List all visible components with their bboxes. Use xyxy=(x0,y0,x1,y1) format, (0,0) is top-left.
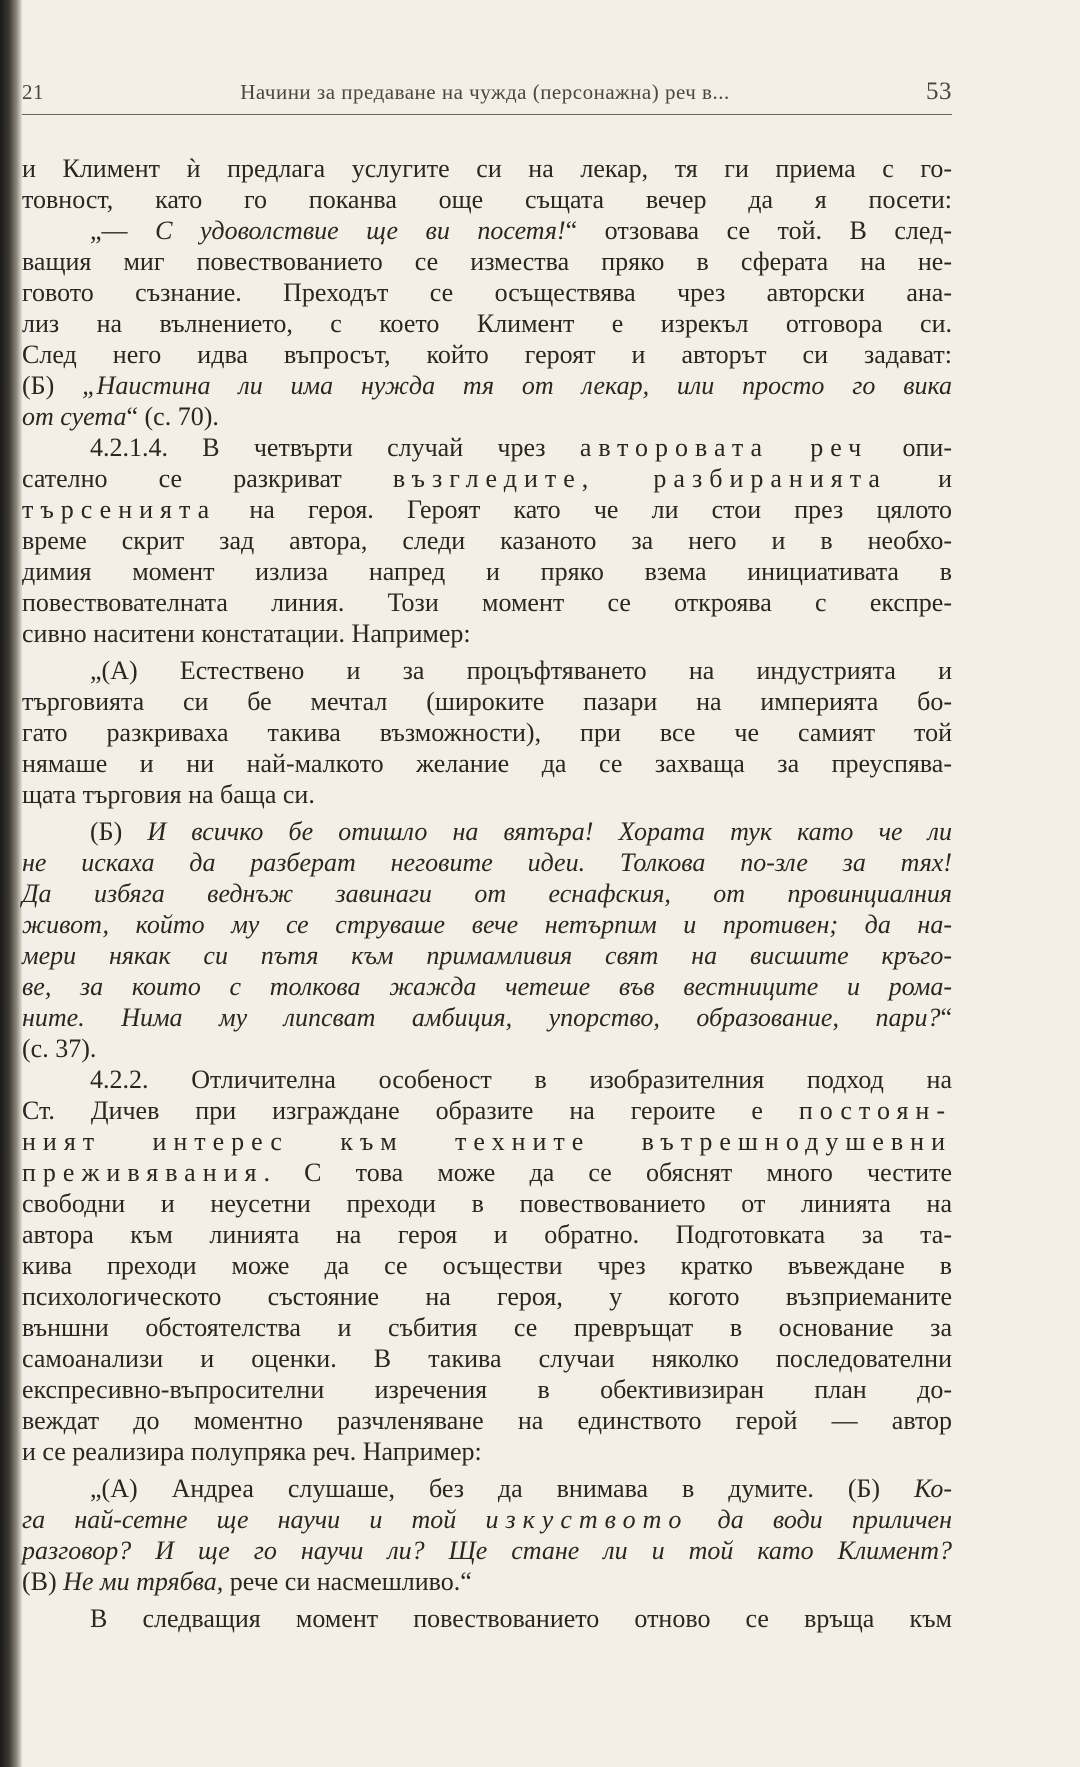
quote-line: (с. 37). xyxy=(22,1034,97,1063)
quote-line: га най-сетне ще научи и той изкуството да води приличен xyxy=(22,1505,952,1534)
text-line: външни обстоятелства и събития се превръщат в основание за xyxy=(22,1313,952,1342)
running-title: Начини за предаване на чужда (персонажна) реч в... xyxy=(240,80,730,104)
text-line: веждат до моментно разчленяване на единството герой — автор xyxy=(22,1406,952,1435)
page-number: 53 xyxy=(925,78,952,105)
quote-line: „(А) Андреа слушаше, без да внимава в думите. (Б) Ко- xyxy=(90,1474,952,1503)
book-page xyxy=(22,78,952,1634)
quote-line: ните. Нима му липсват амбиция, упорство, образование, пари?“ xyxy=(22,1003,952,1032)
quote-line: гато разкриваха такива възможности), при все че самият той xyxy=(22,718,952,747)
header-rule xyxy=(22,114,952,115)
text-line: време скрит зад автора, следи казаното за него и в необхо- xyxy=(22,526,952,555)
text-line: автора към линията на героя и обратно. Подготовката за та- xyxy=(22,1220,952,1249)
text-line: кива преходи може да се осъществи чрез кратко въвеждане в xyxy=(22,1251,952,1280)
text-line: от суета“ (с. 70). xyxy=(22,402,219,431)
text-line: ващия миг повествованието се измества пряко в сферата на не- xyxy=(22,247,952,276)
text-line: (Б) „Наистина ли има нужда тя от лекар, или просто го вика xyxy=(22,371,952,400)
text-line: товност, като го поканва още същата вечер да я посети: xyxy=(22,185,952,214)
section-number: 21 xyxy=(22,80,44,104)
text-line: самоанализи и оценки. В такива случаи няколко последователни xyxy=(22,1344,952,1373)
quote-line: (Б) И всичко бе отишло на вятъра! Хората тук като че ли xyxy=(90,817,952,846)
text-line: ният интерес към техните вътрешнодушевни xyxy=(22,1127,952,1156)
text-line: повествователната линия. Този момент се откроява с експре- xyxy=(22,588,952,617)
quote-line: Да избяга веднъж завинаги от еснафския, от провинциалния xyxy=(22,879,952,908)
text-line: 4.2.1.4. В четвърти случай чрез авторовата реч опи- xyxy=(90,433,952,462)
body-text xyxy=(22,153,952,1634)
text-line: търсенията на героя. Героят като че ли стои през цялото xyxy=(22,495,952,524)
quote-line: мери някак си пътя към примамливия свят на висшите кръго- xyxy=(22,941,952,970)
text-line: Ст. Дичев при изграждане образите на героите е постоян- xyxy=(22,1096,952,1125)
quote-line: не искаха да разберат неговите идеи. Толкова по-зле за тях! xyxy=(22,848,952,877)
quote-line: нямаше и ни най-малкото желание да се захваща за преуспява- xyxy=(22,749,952,778)
quote-line: щата търговия на баща си. xyxy=(22,780,315,809)
text-line: експресивно-въпросителни изречения в обективизиран план до- xyxy=(22,1375,952,1404)
text-line: сателно се разкриват възгледите, разбиранията и xyxy=(22,464,952,493)
text-line: лиз на вълнението, с което Климент е изрекъл отговора си. xyxy=(22,309,952,338)
text-line: преживявания. С това може да се обяснят много честите xyxy=(22,1158,952,1187)
text-line: След него идва въпросът, който героят и авторът си задават: xyxy=(22,340,952,369)
running-header xyxy=(22,78,952,112)
quote-line: (В) Не ми трябва, рече си насмешливо.“ xyxy=(22,1567,472,1596)
text-line: говото съзнание. Преходът се осъществява чрез авторски ана- xyxy=(22,278,952,307)
quote-line: разговор? И ще го научи ли? Ще стане ли и той като Климент? xyxy=(22,1536,952,1565)
text-line: димия момент излиза напред и пряко взема инициативата в xyxy=(22,557,952,586)
text-line: сивно наситени констатации. Например: xyxy=(22,619,471,648)
book-binding-shadow xyxy=(0,0,22,1767)
text-line: В следващия момент повествованието отново се връща към xyxy=(90,1604,952,1633)
text-line: психологическото състояние на героя, у когото възприеманите xyxy=(22,1282,952,1311)
text-line: и Климент ѝ предлага услугите си на лекар, тя ги приема с го- xyxy=(22,154,952,183)
text-line: и се реализира полупряка реч. Например: xyxy=(22,1437,482,1466)
text-line: „— С удоволствие ще ви посетя!“ отзовава се той. В след- xyxy=(90,216,952,245)
quote-line: живот, който му се струваше вече нетърпим и противен; да на- xyxy=(22,910,952,939)
quote-line: ве, за които с толкова жажда четеше във вестниците и рома- xyxy=(22,972,952,1001)
quote-line: търговията си бе мечтал (широките пазари на империята бо- xyxy=(22,687,952,716)
text-line: 4.2.2. Отличителна особеност в изобразителния подход на xyxy=(90,1065,952,1094)
quote-line: „(А) Естествено и за процъфтяването на индустрията и xyxy=(90,656,952,685)
text-line: свободни и неусетни преходи в повествованието от линията на xyxy=(22,1189,952,1218)
